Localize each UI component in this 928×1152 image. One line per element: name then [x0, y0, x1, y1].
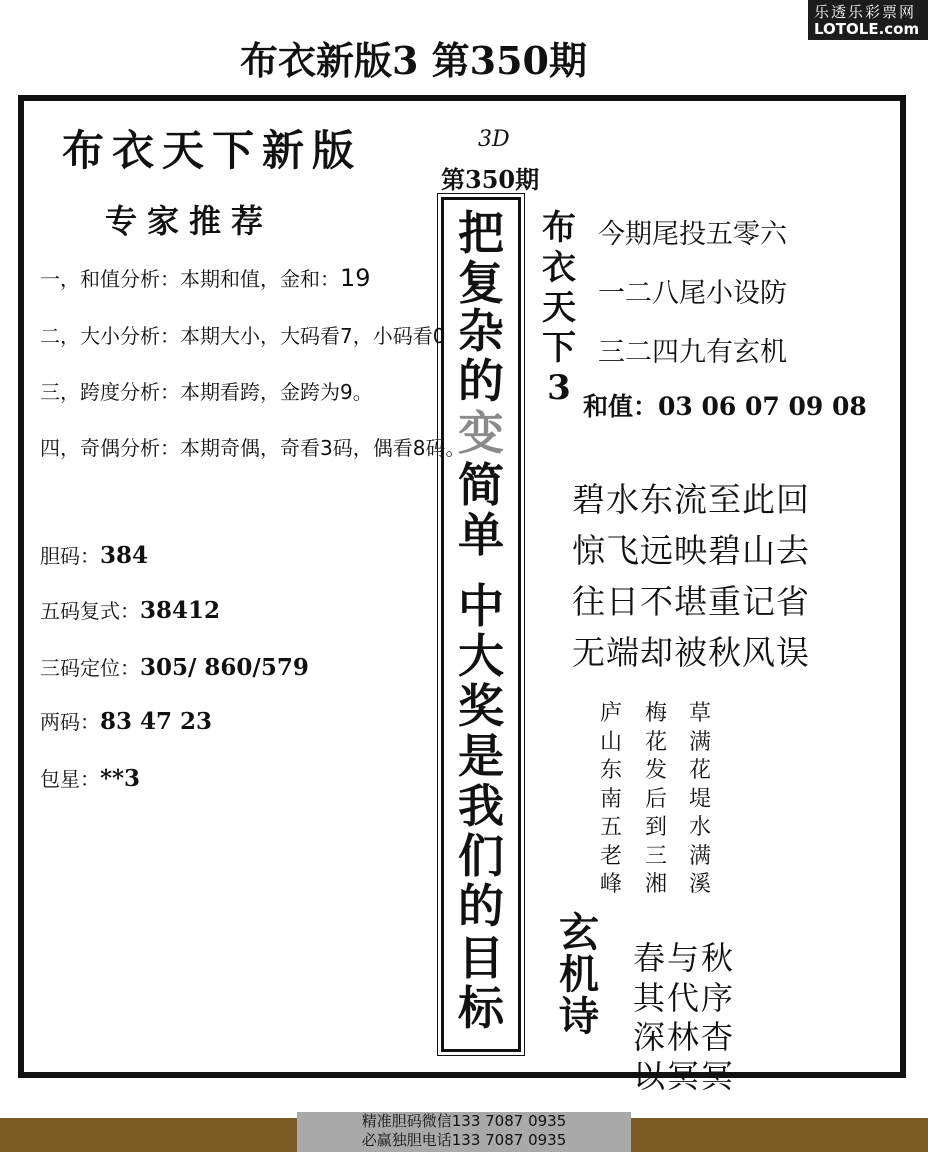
- verse-line: 三二四九有玄机: [598, 337, 787, 368]
- brand-vertical-char: 下: [542, 328, 576, 368]
- slogan-char: 们: [458, 829, 504, 883]
- game-label: 3D: [478, 127, 510, 152]
- column-poem-char: 梅: [644, 701, 667, 726]
- slogan-char: 复: [458, 256, 504, 310]
- page-header: [0, 0, 928, 90]
- xuanji-line: 春与秋: [633, 939, 736, 977]
- slogan-char: 奖: [458, 679, 504, 733]
- brand-vertical-char: 3: [547, 368, 571, 408]
- column-poem-char: 峰: [599, 872, 622, 897]
- xuanji-line: 以冥冥: [633, 1057, 736, 1095]
- contact-line: 必赢独胆电话133 7087 0935: [361, 1131, 567, 1149]
- column-poem-char: 满: [688, 729, 711, 755]
- column-poem-char: 水: [688, 815, 711, 840]
- column-poem-2: [641, 700, 671, 900]
- issue-number: 第350期: [441, 165, 540, 194]
- slogan-char: 单: [458, 508, 504, 562]
- brand-vertical: [533, 208, 585, 408]
- pick-five: [40, 595, 220, 624]
- column-poem-char: 满: [688, 843, 711, 869]
- watermark-line1: 乐透乐彩票网: [814, 3, 917, 21]
- column-poem-char: 湘: [644, 872, 667, 897]
- slogan-char: 目: [458, 931, 504, 985]
- column-poem-char: 山: [599, 729, 622, 755]
- poem-line: 无端却被秋风误: [572, 633, 810, 672]
- xuanji-line: 深林杳: [633, 1018, 736, 1056]
- slogan-char: 简: [458, 458, 504, 512]
- verse-line: 今期尾投五零六: [598, 219, 787, 250]
- brand-vertical-char: 布: [542, 208, 576, 248]
- column-poem-char: 草: [688, 701, 711, 726]
- slogan-char: 变: [458, 406, 504, 460]
- xuanji-char: 诗: [559, 993, 599, 1040]
- pick-label: 三码定位：: [40, 656, 140, 680]
- column-poem-char: 溪: [688, 872, 711, 897]
- analysis-text: 二，大小分析：本期大小，大码看7，小码看0: [40, 324, 446, 348]
- analysis-text: 一，和值分析：本期和值，金和：: [40, 267, 340, 291]
- slogan-char: 是: [458, 729, 504, 783]
- watermark-line2: LOTOLE.com: [814, 20, 920, 38]
- column-poem-char: 后: [644, 786, 667, 812]
- brand-vertical-char: 天: [542, 288, 576, 328]
- expert-subtitle: 专家推荐: [105, 202, 274, 240]
- slogan-char: 的: [458, 879, 504, 933]
- column-poem-char: 花: [644, 729, 667, 755]
- contact-line: 精准胆码微信133 7087 0935: [361, 1112, 567, 1130]
- slogan-char: 杂: [458, 304, 504, 358]
- analysis-sum: [40, 263, 371, 292]
- pick-star: [40, 763, 140, 792]
- column-poem-char: 三: [644, 843, 667, 869]
- xuanji-title: [555, 909, 603, 1040]
- verse-line: 一二八尾小设防: [598, 278, 787, 309]
- analysis-size: [40, 320, 445, 349]
- pick-value: 384: [100, 542, 149, 569]
- pick-value: 305/ 860/579: [140, 654, 309, 681]
- column-poem-char: 五: [599, 815, 622, 840]
- pick-value: **3: [100, 765, 141, 792]
- column-poem-char: 堤: [688, 786, 711, 812]
- sum-label: 和值：: [583, 392, 659, 421]
- column-poem-char: 花: [688, 758, 711, 783]
- slogan-char: 的: [458, 354, 504, 408]
- slogan-char: 我: [458, 779, 504, 833]
- poem-line: 往日不堪重记省: [572, 582, 810, 621]
- analysis-text: 四，奇偶分析：本期奇偶，奇看3码，偶看8码。: [40, 436, 466, 460]
- contact-box: [297, 1112, 631, 1152]
- column-poem-char: 老: [599, 843, 622, 869]
- pick-label: 两码：: [40, 710, 100, 734]
- column-poem-char: 东: [599, 758, 622, 783]
- slogan-char: 把: [458, 206, 504, 260]
- analysis-span: [40, 376, 373, 405]
- brand-title: 布衣天下新版: [62, 126, 363, 175]
- pick-label: 胆码：: [40, 544, 100, 568]
- column-poem-3: [685, 700, 715, 900]
- pick-value: 83 47 23: [100, 708, 213, 735]
- xuanji-line: 其代序: [633, 979, 736, 1017]
- sum-values: 03 06 07 09 08: [658, 392, 867, 421]
- column-poem-char: 南: [599, 786, 622, 812]
- pick-label: 五码复式：: [40, 599, 140, 623]
- xuanji-char: 玄: [559, 909, 599, 956]
- sum-values-line: [583, 387, 867, 423]
- brand-vertical-char: 衣: [542, 248, 576, 288]
- pick-label: 包星：: [40, 767, 100, 791]
- analysis-value: 19: [340, 264, 371, 292]
- slogan-char: 大: [458, 629, 504, 683]
- pick-value: 38412: [140, 597, 221, 624]
- pick-three-position: [40, 652, 309, 681]
- analysis-odd-even: [40, 432, 465, 461]
- column-poem-1: [596, 700, 626, 900]
- column-poem-char: 庐: [599, 701, 622, 726]
- column-poem-char: 到: [644, 815, 667, 840]
- xuanji-char: 机: [559, 951, 599, 998]
- pick-dan: [40, 540, 148, 569]
- slogan-char: 标: [458, 981, 504, 1035]
- slogan-char: 中: [458, 579, 504, 633]
- column-poem-char: 发: [644, 758, 667, 783]
- analysis-text: 三，跨度分析：本期看跨，金跨为9。: [40, 380, 373, 404]
- poem-line: 惊飞远映碧山去: [572, 531, 810, 570]
- page-title: 布衣新版3 第350期: [240, 38, 587, 83]
- poem-line: 碧水东流至此回: [572, 480, 810, 519]
- pick-two: [40, 706, 212, 735]
